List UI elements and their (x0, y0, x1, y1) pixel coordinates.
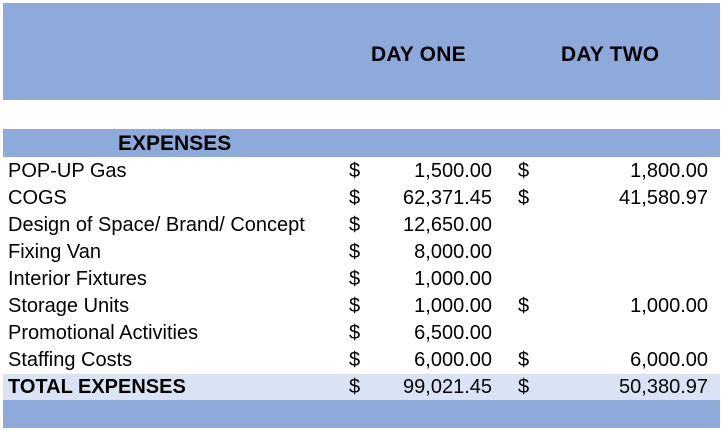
day-one-currency: $ (349, 349, 361, 371)
expense-table (3, 158, 720, 401)
day-one-amount: 62,371.45 (403, 187, 492, 209)
day-one-total-amount: 99,021.45 (403, 376, 492, 398)
day-two-amount: 6,000.00 (630, 349, 708, 371)
day-two-currency: $ (518, 187, 530, 209)
day-two-currency: $ (518, 160, 530, 182)
day-one-amount: 1,000.00 (414, 268, 492, 290)
day-one-amount: 1,000.00 (414, 295, 492, 317)
day-one-currency: $ (349, 187, 361, 209)
row-label: Design of Space/ Brand/ Concept (8, 214, 305, 236)
footer-band (3, 400, 720, 428)
day-two-amount: 1,000.00 (630, 295, 708, 317)
day-two-total-amount: 50,380.97 (619, 376, 708, 398)
day-two-amount: 1,800.00 (630, 160, 708, 182)
table-row (3, 347, 720, 374)
day-one-currency: $ (349, 214, 361, 236)
row-label: Interior Fixtures (8, 268, 147, 290)
day-one-currency: $ (349, 241, 361, 263)
day-two-currency: $ (518, 295, 530, 317)
day-one-amount: 12,650.00 (403, 214, 492, 236)
day-one-currency: $ (349, 295, 361, 317)
header-band (3, 3, 720, 100)
table-row (3, 185, 720, 212)
day-one-header: DAY ONE (371, 43, 466, 66)
day-one-currency: $ (349, 322, 361, 344)
day-one-amount: 6,000.00 (414, 349, 492, 371)
table-row (3, 239, 720, 266)
day-one-amount: 6,500.00 (414, 322, 492, 344)
day-one-amount: 8,000.00 (414, 241, 492, 263)
row-label: POP-UP Gas (8, 160, 127, 182)
row-label: Storage Units (8, 295, 130, 317)
total-label: TOTAL EXPENSES (8, 376, 186, 398)
row-label: COGS (8, 187, 67, 209)
day-two-header: DAY TWO (561, 43, 660, 66)
table-row (3, 158, 720, 185)
day-two-total-currency: $ (518, 376, 530, 398)
day-one-amount: 1,500.00 (414, 160, 492, 182)
table-row (3, 212, 720, 239)
day-one-total-currency: $ (349, 376, 361, 398)
day-two-amount: 41,580.97 (619, 187, 708, 209)
day-two-currency: $ (518, 349, 530, 371)
expenses-section-header (3, 129, 720, 157)
table-row (3, 266, 720, 293)
table-row (3, 293, 720, 320)
day-one-currency: $ (349, 268, 361, 290)
row-label: Fixing Van (8, 241, 102, 263)
row-label: Staffing Costs (8, 349, 133, 371)
section-title: EXPENSES (118, 132, 232, 155)
total-row (3, 374, 720, 401)
day-one-currency: $ (349, 160, 361, 182)
table-row (3, 320, 720, 347)
row-label: Promotional Activities (8, 322, 199, 344)
